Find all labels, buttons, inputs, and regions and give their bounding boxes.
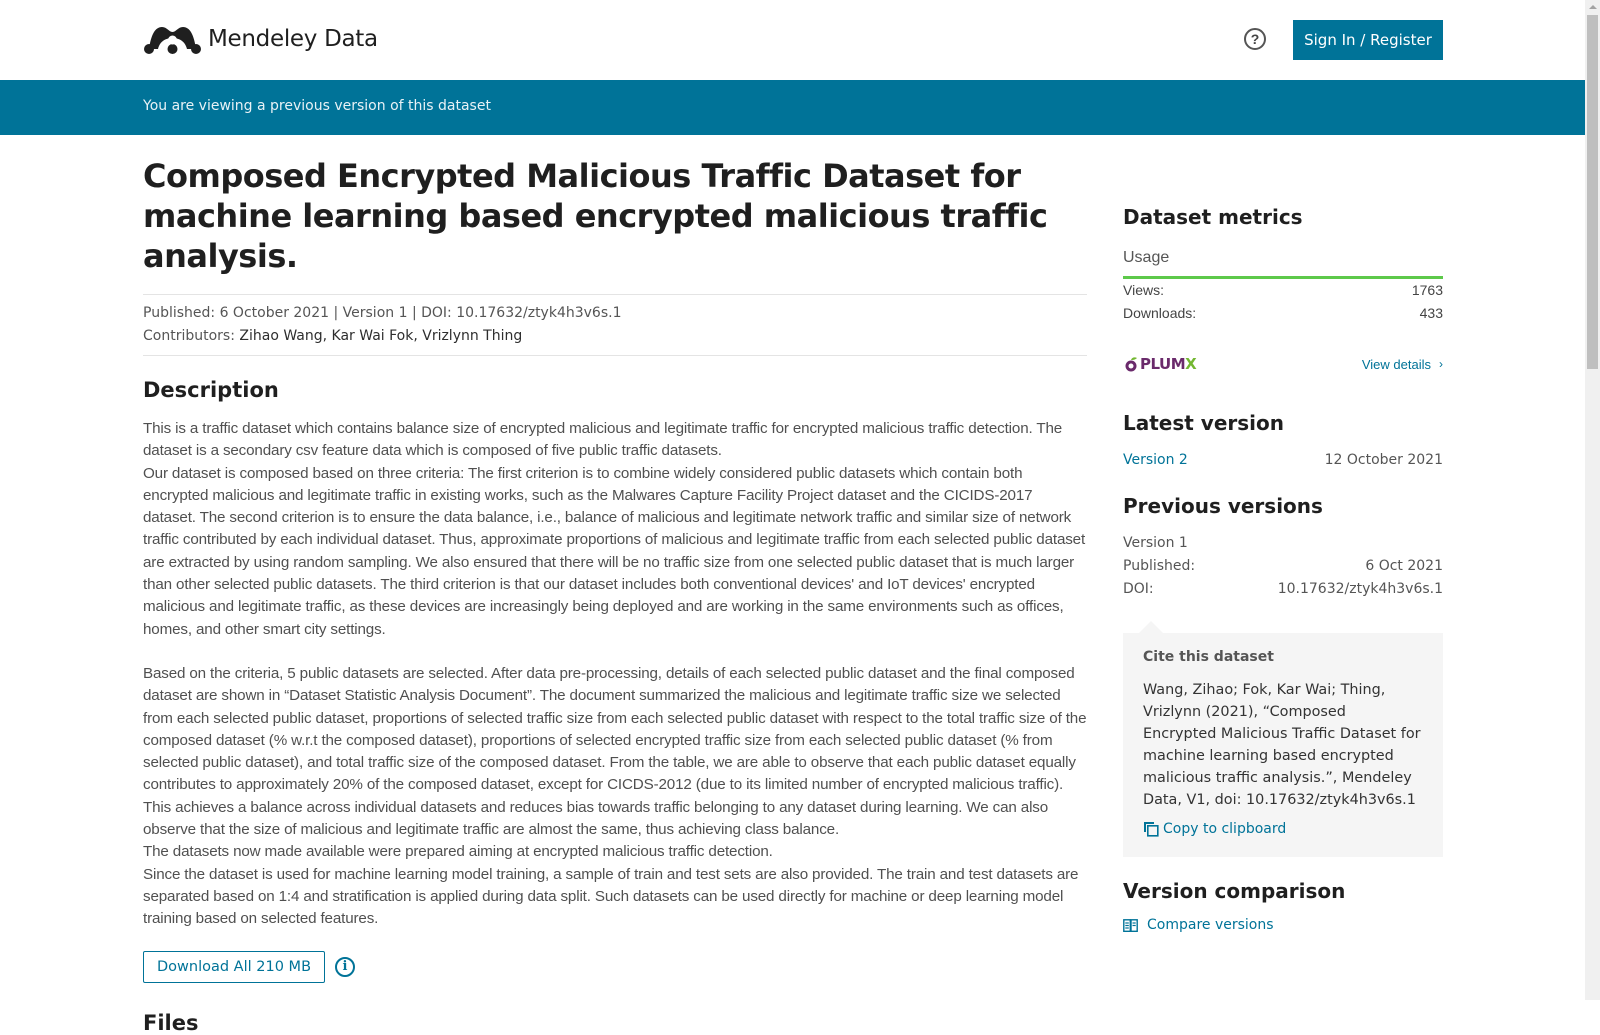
downloads-value: 433 xyxy=(1419,305,1443,321)
dataset-title: Composed Encrypted Malicious Traffic Dataset for machine learning based encrypted malicious traffic analysis. xyxy=(143,157,1048,275)
copy-label: Copy to clipboard xyxy=(1163,821,1287,837)
download-row xyxy=(143,951,1087,983)
sidebar xyxy=(1123,205,1443,933)
description-paragraph: Based on the criteria, 5 public datasets are selected. After data pre-processing, details of each selected public dataset and the final composed dataset are shown in “Dataset Statistic Analysis Document”. The document summarized the malicious and legitimate traffic size we selected from each selected public dataset, proportions of selected traffic size from each selected public dataset with respect to the total traffic size of the composed dataset (% w.r.t the composed dataset), proportions of selected encrypted traffic size from each selected public dataset (% from selected public dataset), and total traffic size of the composed dataset. From the table, we are able to observe that each public dataset equally contributes to approximately 20% of the composed dataset, except for CICDS-2012 (due to its limited number of encrypted malicious traffic). This achieves a balance across individual datasets and reduces bias towards traffic belonging to any dataset during learning. We can also observe that the size of malicious and legitimate traffic are almost the same, thus achieving class balance. xyxy=(143,664,1087,839)
description-paragraph: The datasets now made available were prepared aiming at encrypted malicious traffic detection. xyxy=(143,843,773,861)
views-row xyxy=(1123,279,1443,302)
downloads-label: Downloads: xyxy=(1123,305,1197,321)
chevron-right-icon: › xyxy=(1439,357,1443,371)
description-paragraph: Our dataset is composed based on three criteria: The first criterion is to combine widely considered public datasets which contain both encrypted malicious and legitimate traffic in existing works, such as the Malwares Capture Facility Project dataset and the CICIDS-2017 dataset. The second criterion is to ensure the data balance, i.e., balance of malicious and legitimate network traffic and similar size of network traffic contributed by each individual dataset. Thus, approximate proportions of malicious and legitimate traffic from each selected public dataset are extracted by using random sampling. We also ensured that there will be no traffic size from one selected public dataset that is much larger than other selected public datasets. The third criterion is that our dataset includes both conventional devices' and IoT devices' encrypted malicious and legitimate traffic, as these devices are increasingly being deployed and are working in the same environments such as offices, homes, and other smart city settings. xyxy=(143,464,1086,638)
contributors-label: Contributors: xyxy=(143,328,235,344)
scrollbar-thumb[interactable] xyxy=(1587,15,1598,369)
latest-version-row xyxy=(1123,449,1443,472)
contributors-line xyxy=(143,325,1087,348)
compare-versions-label: Compare versions xyxy=(1147,917,1274,933)
mendeley-data-logo[interactable] xyxy=(143,23,378,55)
plumx-logo xyxy=(1123,355,1196,373)
brand-name: Mendeley Data xyxy=(208,26,378,52)
files-heading: Files xyxy=(143,1010,199,1035)
citation-text: Wang, Zihao; Fok, Kar Wai; Thing, Vrizlynn (2021), “Composed Encrypted Malicious Traffic Dataset for machine learning based encrypted malicious traffic analysis.”, Mendeley Data, V1, doi: 10.17632/ztyk4h3v6s.1 xyxy=(1143,682,1421,808)
previous-doi-row xyxy=(1123,578,1443,601)
top-header xyxy=(0,0,1585,80)
previous-published-row xyxy=(1123,555,1443,578)
page-scrollbar[interactable] xyxy=(1585,0,1600,1000)
contributors-names[interactable]: Zihao Wang, Kar Wai Fok, Vrizlynn Thing xyxy=(239,328,523,344)
plumx-text: PLUM xyxy=(1140,355,1186,373)
view-details-label: View details xyxy=(1361,356,1431,372)
description-paragraph: This is a traffic dataset which contains balance size of encrypted malicious and legitimate traffic for encrypted malicious traffic detection. The dataset is a secondary csv feature data which is composed of five public traffic datasets. xyxy=(143,420,1063,460)
dataset-metrics-heading: Dataset metrics xyxy=(1123,205,1303,229)
views-label: Views: xyxy=(1123,282,1164,298)
cite-heading: Cite this dataset xyxy=(1143,649,1274,665)
latest-version-date: 12 October 2021 xyxy=(1324,452,1443,468)
views-value: 1763 xyxy=(1411,282,1443,298)
plumx-x: X xyxy=(1185,355,1197,373)
help-icon[interactable]: ? xyxy=(1244,28,1266,50)
previous-version-name: Version 1 xyxy=(1123,535,1188,551)
previous-version-name-row xyxy=(1123,532,1443,555)
version-comparison-heading: Version comparison xyxy=(1123,879,1346,903)
plumx-row xyxy=(1123,355,1443,373)
previous-versions-heading: Previous versions xyxy=(1123,494,1323,518)
dataset-meta xyxy=(143,294,1087,356)
latest-version-link[interactable]: Version 2 xyxy=(1123,452,1188,468)
previous-doi-value: 10.17632/ztyk4h3v6s.1 xyxy=(1277,581,1443,597)
download-all-button[interactable]: Download All 210 MB xyxy=(143,951,325,983)
view-details-link[interactable] xyxy=(1362,357,1443,372)
main-content xyxy=(143,150,1087,1035)
previous-published-date: 6 Oct 2021 xyxy=(1365,558,1443,574)
latest-version-heading: Latest version xyxy=(1123,411,1284,435)
description-body xyxy=(143,418,1087,931)
tab-usage[interactable]: Usage xyxy=(1123,249,1443,279)
sign-in-register-button[interactable]: Sign In / Register xyxy=(1293,20,1443,60)
copy-to-clipboard-button[interactable] xyxy=(1143,821,1423,837)
description-heading: Description xyxy=(143,378,279,402)
copy-icon xyxy=(1143,821,1159,837)
compare-icon xyxy=(1123,918,1138,933)
published-line: Published: 6 October 2021 | Version 1 | DOI: 10.17632/ztyk4h3v6s.1 xyxy=(143,305,622,321)
plum-icon xyxy=(1123,356,1139,372)
compare-versions-link[interactable] xyxy=(1123,917,1443,933)
previous-published-label: Published: xyxy=(1123,558,1196,574)
description-paragraph: Since the dataset is used for machine learning model training, a sample of train and test sets are also provided. The train and test datasets are separated based on 1:4 and stratification is applied during data split. Such datasets can be used directly for machine or deep learning model training based on selected features. xyxy=(143,865,1079,928)
mendeley-logo-icon xyxy=(143,23,202,55)
banner-text: You are viewing a previous version of this dataset xyxy=(143,98,491,114)
previous-version-banner xyxy=(0,80,1585,135)
info-icon[interactable]: i xyxy=(335,957,355,977)
cite-dataset-box xyxy=(1123,633,1443,857)
downloads-row xyxy=(1123,302,1443,325)
previous-doi-label: DOI: xyxy=(1123,581,1154,597)
scroll-up-arrow-icon[interactable] xyxy=(1589,5,1597,9)
